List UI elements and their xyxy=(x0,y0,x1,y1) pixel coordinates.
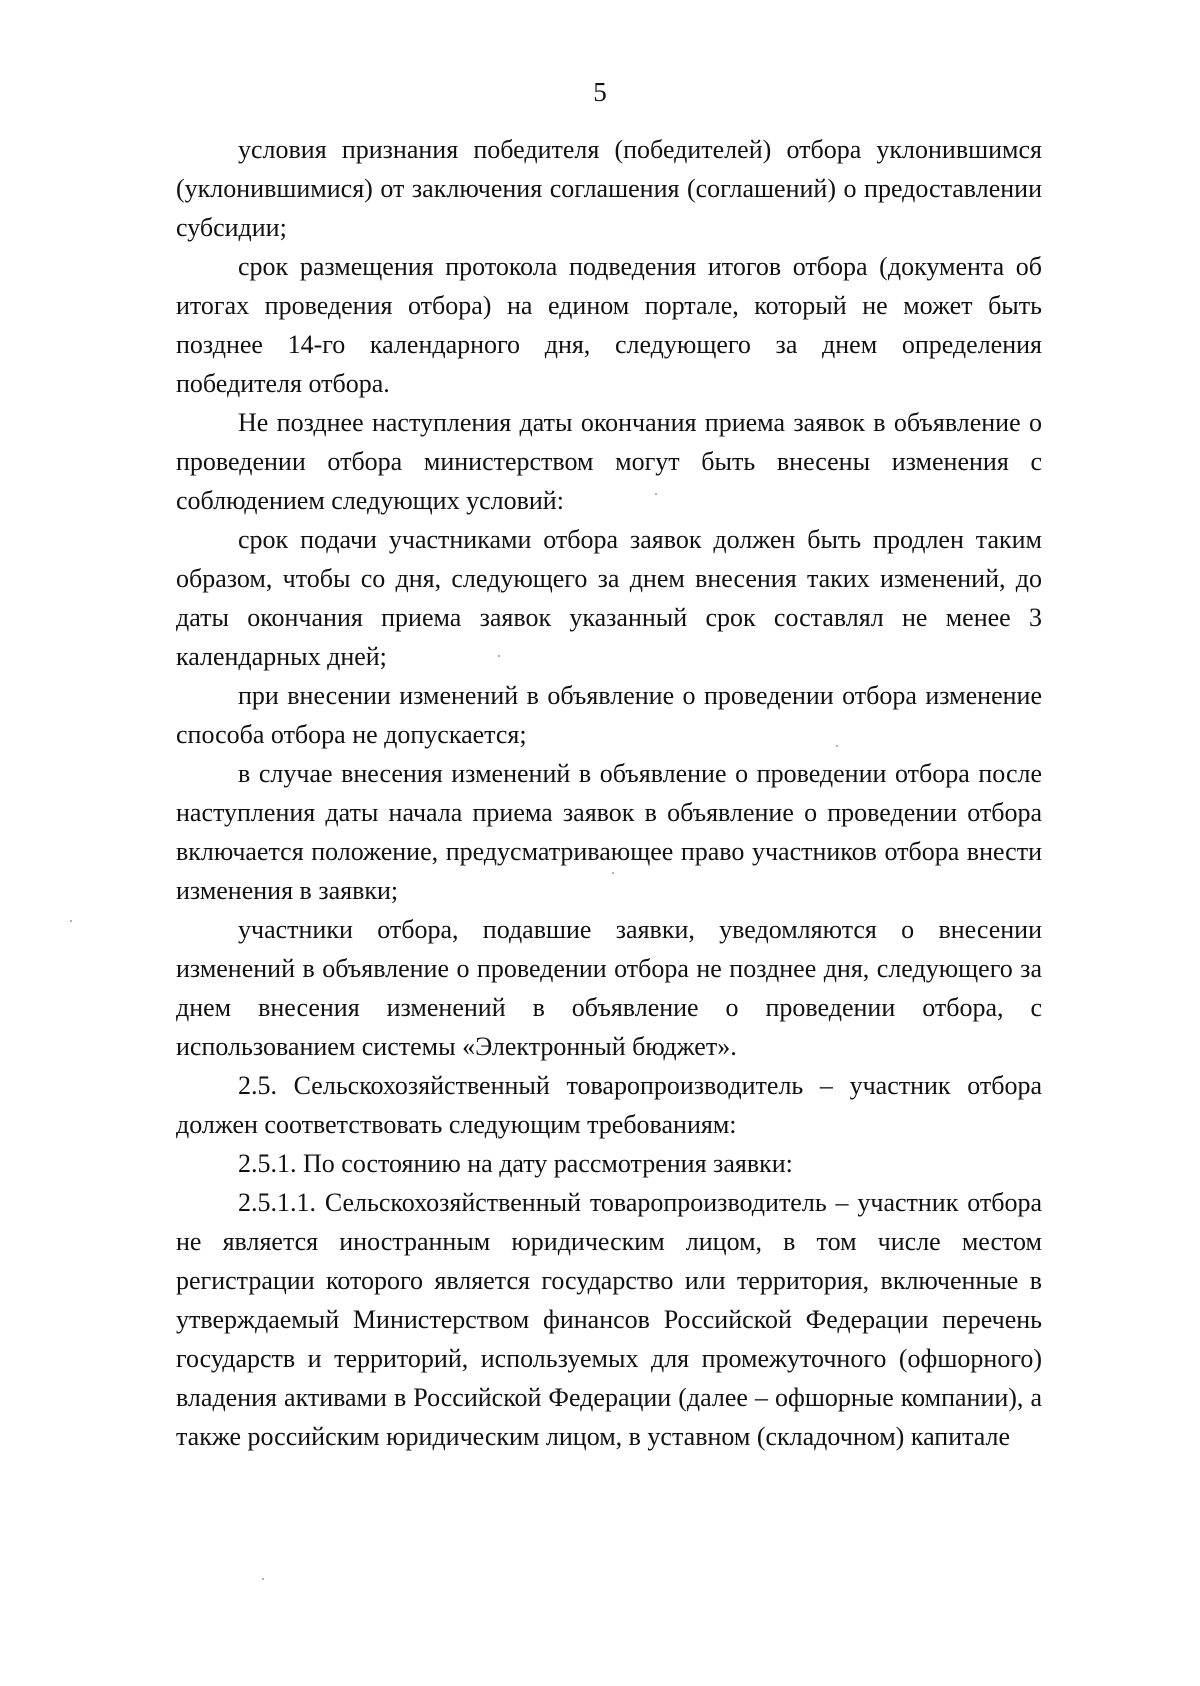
paragraph-10: 2.5.1.1. Сельскохозяйственный товаропроизводитель – участник отбора не является иностранным юридическим лицом, в том числе местом регистрации которого является государство или территория, включенные в утверждаемый Министерством финансов Российской Федерации перечень государств и территорий, используемых для промежуточного (офшорного) владения активами в Российской Федерации (далее – офшорные компании), а также российским юридическим лицом, в уставном (складочном) капитале xyxy=(176,1188,1042,1451)
paragraph-6: в случае внесения изменений в объявление о проведении отбора после наступления даты начала приема заявок в объявление о проведении отбора включается положение, предусматривающее право участников отбора внести изменения в заявки; xyxy=(176,759,1042,905)
scan-speck xyxy=(655,493,657,495)
scan-speck xyxy=(612,872,614,874)
paragraph-3: Не позднее наступления даты окончания приема заявок в объявление о проведении отбора министерством могут быть внесены изменения с соблюдением следующих условий: xyxy=(176,408,1042,515)
paragraph-9: 2.5.1. По состоянию на дату рассмотрения заявки: xyxy=(238,1149,793,1178)
paragraph-4: срок подачи участниками отбора заявок должен быть продлен таким образом, чтобы со дня, следующего за днем внесения таких изменений, до даты окончания приема заявок указанный срок составлял не менее 3 календарных дней; xyxy=(176,525,1042,671)
paragraph-8: 2.5. Сельскохозяйственный товаропроизводитель – участник отбора должен соответствовать следующим требованиям: xyxy=(176,1071,1042,1139)
paragraph-5: при внесении изменений в объявление о проведении отбора изменение способа отбора не допускается; xyxy=(176,681,1042,749)
document-body xyxy=(176,130,1042,1456)
scan-speck xyxy=(262,1578,264,1580)
page-number: 5 xyxy=(593,77,607,107)
paragraph-2: срок размещения протокола подведения итогов отбора (документа об итогах проведения отбора) на едином портале, который не может быть позднее 14-го календарного дня, следующего за днем определения победителя отбора. xyxy=(176,252,1042,398)
paragraph-1: условия признания победителя (победителей) отбора уклонившимся (уклонившимися) от заключения соглашения (соглашений) о предоставлении субсидии; xyxy=(176,135,1042,242)
scan-speck xyxy=(498,655,500,657)
paragraph-7: участники отбора, подавшие заявки, уведомляются о внесении изменений в объявление о проведении отбора не позднее дня, следующего за днем внесения изменений в объявление о проведении отбора, с использованием системы «Электронный бюджет». xyxy=(176,915,1042,1061)
scan-speck xyxy=(836,745,838,747)
scan-speck xyxy=(70,920,72,922)
